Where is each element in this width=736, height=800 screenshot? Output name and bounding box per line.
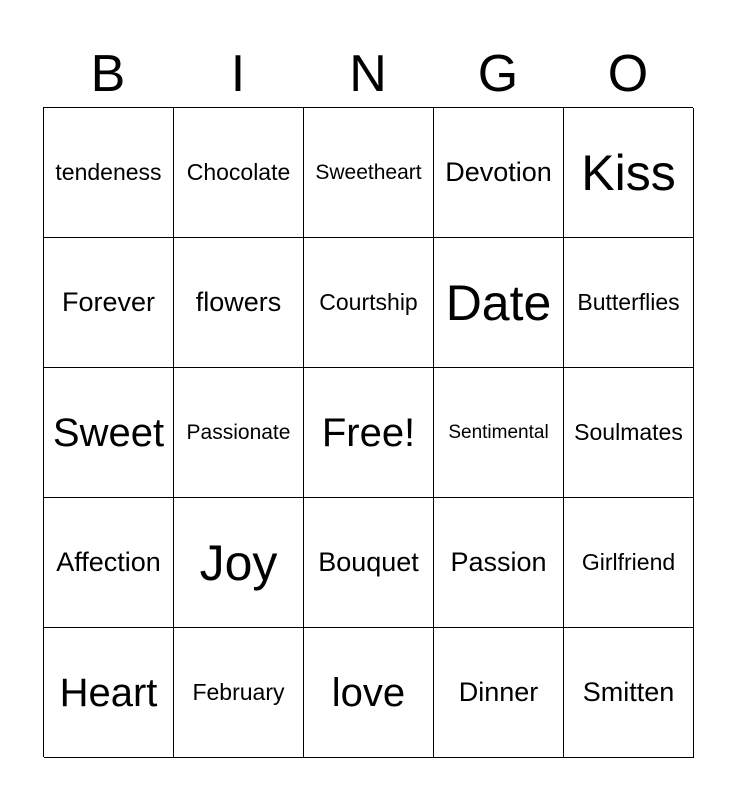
bingo-cell[interactable]: Joy (174, 498, 304, 628)
header-letter-b: B (90, 45, 126, 103)
bingo-cell[interactable]: Sweetheart (304, 108, 434, 238)
bingo-cell[interactable]: love (304, 628, 434, 758)
free-space-cell[interactable]: Free! (304, 368, 434, 498)
header-letter-i: I (230, 45, 246, 103)
bingo-cell[interactable]: Girlfriend (564, 498, 694, 628)
bingo-card-grid (43, 107, 693, 757)
bingo-cell[interactable]: Courtship (304, 238, 434, 368)
bingo-cell[interactable]: Dinner (434, 628, 564, 758)
bingo-cell[interactable]: Heart (44, 628, 174, 758)
bingo-cell[interactable]: February (174, 628, 304, 758)
bingo-cell[interactable]: Sentimental (434, 368, 564, 498)
bingo-cell[interactable]: Kiss (564, 108, 694, 238)
bingo-cell[interactable]: tendeness (44, 108, 174, 238)
header-letter-o: O (607, 45, 649, 103)
bingo-cell[interactable]: Passionate (174, 368, 304, 498)
bingo-cell[interactable]: Devotion (434, 108, 564, 238)
bingo-cell[interactable]: flowers (174, 238, 304, 368)
bingo-header (43, 40, 693, 108)
bingo-cell[interactable]: Soulmates (564, 368, 694, 498)
bingo-cell[interactable]: Chocolate (174, 108, 304, 238)
bingo-cell[interactable]: Date (434, 238, 564, 368)
bingo-cell[interactable]: Affection (44, 498, 174, 628)
bingo-cell[interactable]: Forever (44, 238, 174, 368)
bingo-cell[interactable]: Sweet (44, 368, 174, 498)
header-letter-n: N (349, 45, 387, 103)
bingo-cell[interactable]: Smitten (564, 628, 694, 758)
bingo-cell[interactable]: Butterflies (564, 238, 694, 368)
header-letter-g: G (477, 45, 519, 103)
bingo-cell[interactable]: Passion (434, 498, 564, 628)
bingo-cell[interactable]: Bouquet (304, 498, 434, 628)
